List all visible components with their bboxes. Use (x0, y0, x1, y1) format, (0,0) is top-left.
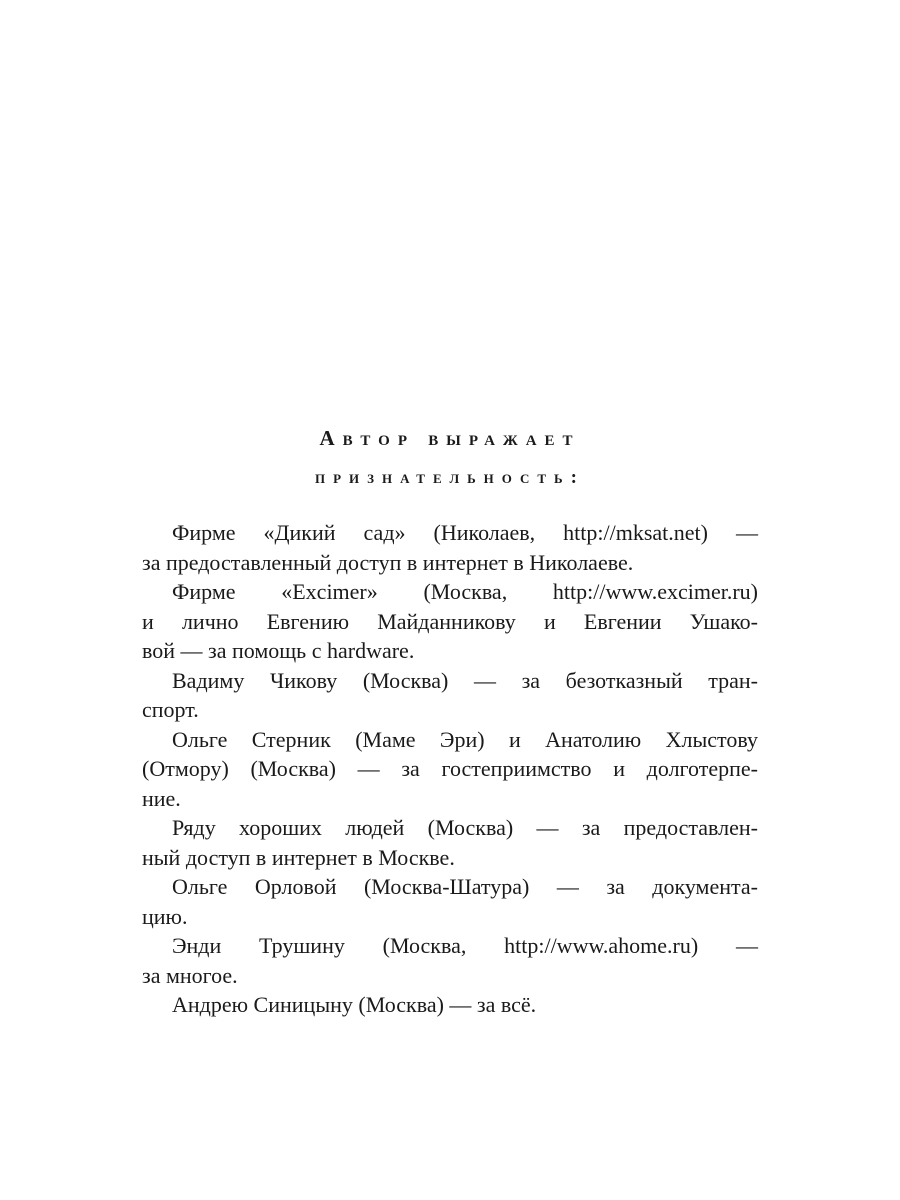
acknowledgement-paragraph (142, 813, 758, 872)
acknowledgements-body (142, 518, 758, 1020)
text-line: Андрею Синицыну (Москва) — за всё. (172, 992, 537, 1017)
text-line: Фирме «Дикий сад» (Николаев, http://mksat.net) — (172, 520, 758, 545)
text-line: ние. (142, 785, 181, 811)
heading-line-1: Автор выражает (319, 426, 581, 450)
acknowledgement-paragraph (142, 931, 758, 990)
text-line: спорт. (142, 697, 199, 722)
text-line: (Отмору) (Москва) — за гостеприимство и долготерпе- (142, 756, 758, 781)
acknowledgement-paragraph (142, 518, 758, 577)
text-line: Фирме «Excimer» (Москва, http://www.excimer.ru) (172, 579, 758, 604)
text-line: за многое. (142, 962, 238, 988)
acknowledgement-paragraph (142, 872, 758, 931)
text-line: Ольге Орловой (Москва-Шатура) — за документа- (172, 874, 758, 899)
text-line: цию. (142, 903, 188, 929)
text-line: за предоставленный доступ в интернет в Николаеве. (142, 549, 634, 575)
text-line: Вадиму Чикову (Москва) — за безотказный тран- (172, 667, 758, 693)
acknowledgement-paragraph (142, 666, 758, 725)
text-line: Ряду хороших людей (Москва) — за предоставлен- (172, 815, 758, 840)
acknowledgement-paragraph (142, 725, 758, 814)
text-line: и лично Евгению Майданникову и Евгении Ушако- (142, 608, 758, 634)
acknowledgement-paragraph (142, 577, 758, 666)
text-line: вой — за помощь с hardware. (142, 638, 415, 663)
text-line: ный доступ в интернет в Москве. (142, 844, 455, 870)
heading-line-2: признательность: (315, 467, 585, 488)
text-line: Ольге Стерник (Маме Эри) и Анатолию Хлыстову (172, 726, 758, 752)
acknowledgements-heading (0, 418, 900, 498)
text-line: Энди Трушину (Москва, http://www.ahome.ru) — (172, 933, 758, 958)
acknowledgement-paragraph (142, 990, 758, 1020)
